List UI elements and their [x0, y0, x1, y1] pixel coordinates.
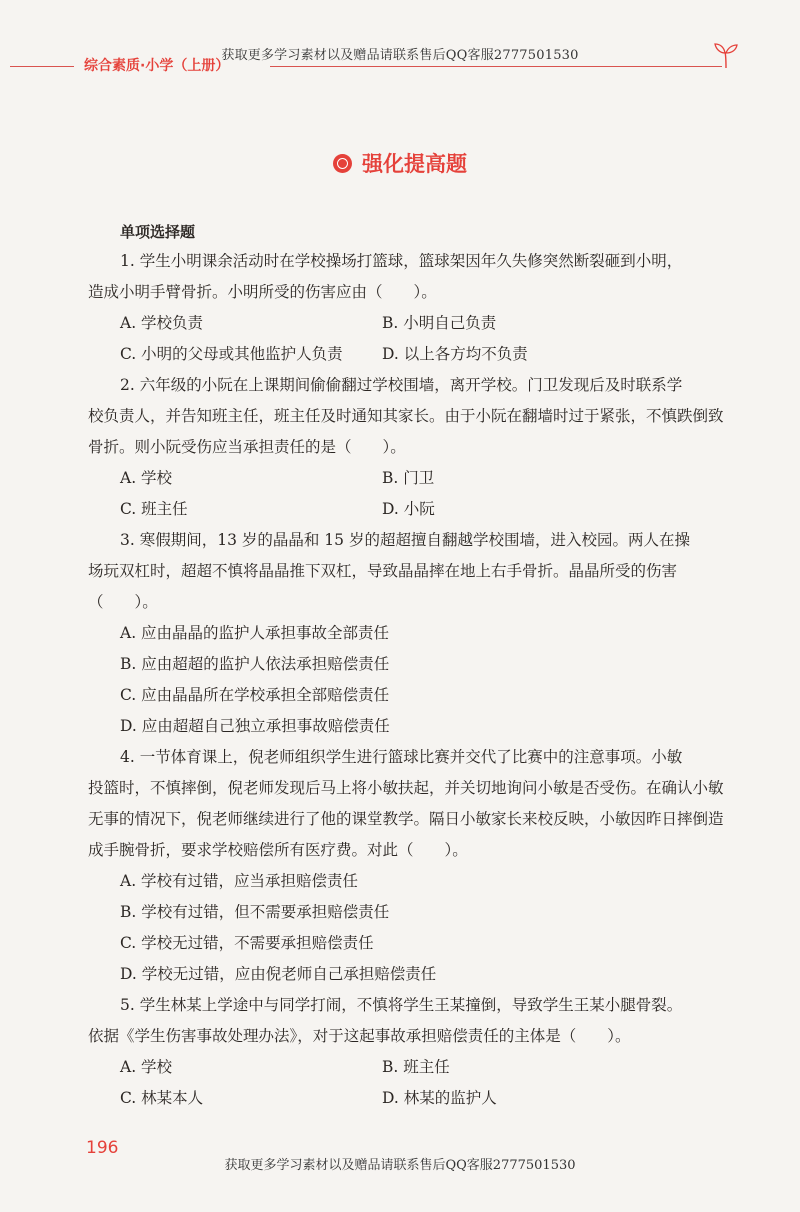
section-heading — [0, 148, 800, 178]
option-a[interactable]: A. 学校负责 — [120, 314, 204, 332]
book-title: 综合素质·小学（上册） — [84, 58, 230, 74]
option-c[interactable]: C. 小明的父母或其他监护人负责 — [120, 345, 343, 363]
option-d[interactable]: D. 以上各方均不负责 — [382, 345, 528, 363]
option-group — [120, 618, 730, 742]
question-stem-line1: 4. 一节体育课上，倪老师组织学生进行篮球比赛并交代了比赛中的注意事项。小敏 — [120, 748, 683, 766]
question-4 — [88, 742, 730, 990]
option-a[interactable]: A. 学校 — [120, 1058, 173, 1076]
header-rule-right — [270, 66, 722, 67]
option-d[interactable]: D. 应由超超自己独立承担事故赔偿责任 — [120, 717, 390, 735]
question-1 — [88, 246, 730, 370]
option-c[interactable]: C. 林某本人 — [120, 1089, 204, 1107]
option-c[interactable]: C. 班主任 — [120, 500, 188, 518]
option-b[interactable]: B. 门卫 — [382, 469, 435, 487]
question-stem-line1: 5. 学生林某上学途中与同学打闹，不慎将学生王某撞倒，导致学生王某小腿骨裂。 — [120, 996, 683, 1014]
option-c[interactable]: C. 学校无过错，不需要承担赔偿责任 — [120, 934, 374, 952]
question-stem-rest: 造成小明手臂骨折。小明所受的伤害应由（ ）。 — [88, 283, 437, 301]
question-3 — [88, 525, 730, 742]
option-d[interactable]: D. 小阮 — [382, 500, 435, 518]
bottom-watermark: 获取更多学习素材以及赠品请联系售后QQ客服2777501530 — [224, 1158, 576, 1173]
option-a[interactable]: A. 应由晶晶的监护人承担事故全部责任 — [120, 624, 390, 642]
section-title: 强化提高题 — [362, 152, 467, 176]
option-a[interactable]: A. 学校 — [120, 469, 173, 487]
circle-badge-icon — [333, 154, 352, 173]
option-group — [120, 308, 730, 370]
option-group — [120, 866, 730, 990]
option-group — [120, 463, 730, 525]
question-list — [88, 218, 730, 1114]
question-stem-line1: 1. 学生小明课余活动时在学校操场打篮球，篮球架因年久失修突然断裂砸到小明， — [120, 252, 683, 270]
option-d[interactable]: D. 学校无过错，应由倪老师自己承担赔偿责任 — [120, 965, 437, 983]
header-rule-left — [10, 66, 74, 67]
option-b[interactable]: B. 小明自己负责 — [382, 314, 497, 332]
option-b[interactable]: B. 班主任 — [382, 1058, 450, 1076]
question-2 — [88, 370, 730, 525]
top-watermark: 获取更多学习素材以及赠品请联系售后QQ客服2777501530 — [221, 48, 579, 63]
question-stem-rest: 投篮时，不慎摔倒，倪老师发现后马上将小敏扶起，并关切地询问小敏是否受伤。在确认小敏无事的情况下，倪老师继续进行了他的课堂教学。隔日小敏家长来校反映，小敏因昨日摔倒造成手腕骨折，要求学校赔偿所有医疗费。对此（ ）。 — [88, 779, 724, 859]
option-a[interactable]: A. 学校有过错，应当承担赔偿责任 — [120, 872, 359, 890]
question-5 — [88, 990, 730, 1114]
question-stem-rest: 场玩双杠时，超超不慎将晶晶推下双杠，导致晶晶摔在地上右手骨折。晶晶所受的伤害（ ）。 — [88, 562, 678, 611]
option-d[interactable]: D. 林某的监护人 — [382, 1089, 497, 1107]
page-number: 196 — [86, 1138, 119, 1158]
option-group — [120, 1052, 730, 1114]
question-stem-line1: 3. 寒假期间，13 岁的晶晶和 15 岁的超超擅自翻越学校围墙，进入校园。两人在操 — [120, 531, 690, 549]
option-b[interactable]: B. 学校有过错，但不需要承担赔偿责任 — [120, 903, 390, 921]
option-b[interactable]: B. 应由超超的监护人依法承担赔偿责任 — [120, 655, 390, 673]
sprout-icon — [712, 40, 740, 70]
question-type-label: 单项选择题 — [120, 223, 196, 241]
question-stem-line1: 2. 六年级的小阮在上课期间偷偷翻过学校围墙，离开学校。门卫发现后及时联系学 — [120, 376, 683, 394]
option-c[interactable]: C. 应由晶晶所在学校承担全部赔偿责任 — [120, 686, 390, 704]
question-stem-rest: 依据《学生伤害事故处理办法》，对于这起事故承担赔偿责任的主体是（ ）。 — [88, 1027, 631, 1045]
question-stem-rest: 校负责人，并告知班主任，班主任及时通知其家长。由于小阮在翻墙时过于紧张，不慎跌倒致骨折。则小阮受伤应当承担责任的是（ ）。 — [88, 407, 724, 456]
